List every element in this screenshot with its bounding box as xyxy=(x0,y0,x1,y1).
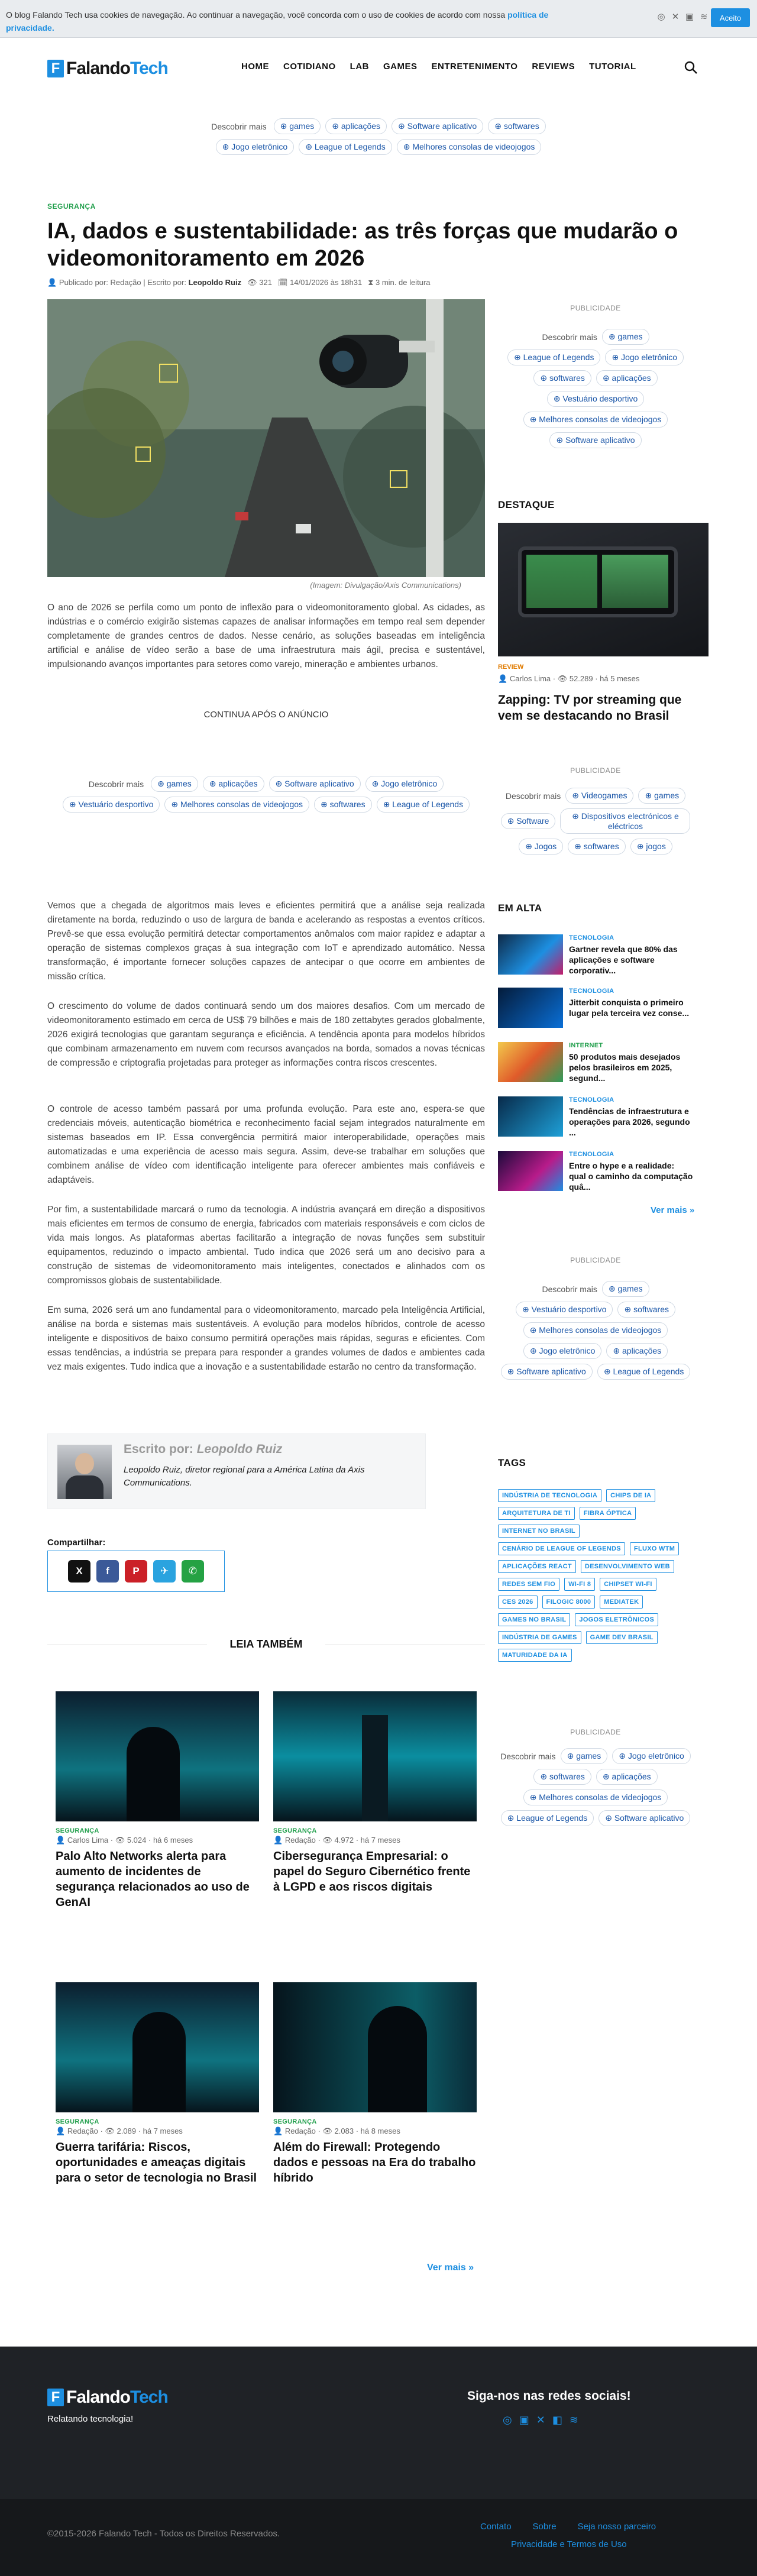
discover-label: Descobrir mais xyxy=(211,121,267,131)
destaque-image[interactable] xyxy=(498,523,709,656)
card-title[interactable]: Cibersegurança Empresarial: o papel do Seguro Cibernético frente à LGPD e aos riscos digitais xyxy=(273,1850,471,1894)
share-telegram-icon[interactable]: ✈ xyxy=(153,1560,176,1583)
discover-pill[interactable]: ⊕ League of Legends xyxy=(299,139,392,155)
privacy-link[interactable]: política de privacidade. xyxy=(6,10,549,33)
discover-sidebar-4 xyxy=(498,1748,693,1826)
trending-title[interactable]: Tendências de infraestrutura e operações para 2026, segundo ... xyxy=(569,1106,690,1137)
x-icon[interactable]: ✕ xyxy=(671,12,680,22)
related-card-image[interactable] xyxy=(56,1691,259,1821)
discover-pill[interactable]: ⊕ softwares xyxy=(568,839,626,855)
destaque-heading: DESTAQUE xyxy=(498,499,555,510)
meta-date: 🗓 14/01/2026 às 18h31 xyxy=(277,278,363,287)
discover-mid xyxy=(59,776,473,813)
tag-link[interactable]: INDÚSTRIA DE GAMES xyxy=(498,1631,581,1644)
copyright: ©2015-2026 Falando Tech - Todos os Direitos Reservados. xyxy=(47,2529,280,2539)
related-more-link[interactable]: Ver mais » xyxy=(427,2263,474,2273)
footer-bottom xyxy=(0,2499,757,2576)
share-x-icon[interactable]: X xyxy=(68,1560,90,1583)
ad-label: PUBLICIDADE xyxy=(570,766,621,775)
discover-top xyxy=(172,118,585,155)
footer-link-sobre[interactable]: Sobre xyxy=(532,2522,557,2532)
tag-link[interactable]: CHIPS DE IA xyxy=(606,1489,655,1502)
card-title[interactable]: Guerra tarifária: Riscos, oportunidades e ameaças digitais para o setor de tecnologia no Brasil xyxy=(56,2141,257,2185)
trending-thumbnail[interactable] xyxy=(498,934,563,975)
meta-views: 👁 321 xyxy=(247,278,272,287)
discover-pill[interactable]: ⊕ softwares xyxy=(533,1769,591,1785)
related-card-image[interactable] xyxy=(273,1982,477,2112)
discover-pill[interactable]: ⊕ games xyxy=(638,788,685,804)
discover-pill[interactable]: ⊕ Software aplicativo xyxy=(549,432,641,448)
discover-sidebar-3 xyxy=(498,1281,693,1380)
discover-pill[interactable]: ⊕ Videogames xyxy=(565,788,633,804)
trending-category[interactable]: TECNOLOGIA xyxy=(569,988,614,995)
nav-games[interactable]: GAMES xyxy=(383,62,418,72)
footer-links xyxy=(480,2522,656,2532)
meta-read-time: ⧗ 3 min. de leitura xyxy=(368,278,431,287)
article-paragraph: O crescimento do volume de dados continuará sendo um dos maiores desafios. Com um mercado de videomonitoramento estimado em cerca de US$ 79 bilhões e mais de 180 zettabytes gerados globalmente, 2026 exigirá tecnologias que garantam segurança e eficiência. A tendência aponta para modelos híbridos que combinam armazenamento em nuvem com recursos avançados na borda, somados a novas técnicas de compressão e criptografia projetadas para proteger as informações contra riscos crescentes. xyxy=(47,1001,485,1068)
discover-pill[interactable]: ⊕ Jogo eletrônico xyxy=(523,1343,602,1359)
discover-pill[interactable]: ⊕ Vestuário desportivo xyxy=(63,797,160,813)
footer-link-privacidade[interactable]: Privacidade e Termos de Uso xyxy=(511,2539,627,2549)
ad-label: PUBLICIDADE xyxy=(570,304,621,312)
discover-pill[interactable]: ⊕ games xyxy=(274,118,321,134)
discover-label: Descobrir mais xyxy=(542,332,597,342)
discover-pill[interactable]: ⊕ Melhores consolas de videojogos xyxy=(523,412,668,428)
rss-icon[interactable]: ≋ xyxy=(569,2414,578,2426)
share-whatsapp-icon[interactable]: ✆ xyxy=(182,1560,204,1583)
accept-cookies-button[interactable]: Aceito xyxy=(711,8,750,27)
discover-label: Descobrir mais xyxy=(88,779,144,789)
nav-entretenimento[interactable]: ENTRETENIMENTO xyxy=(431,62,518,72)
tags-heading: TAGS xyxy=(498,1457,526,1468)
discover-sidebar-1 xyxy=(498,329,693,448)
discover-pill[interactable]: ⊕ Jogo eletrônico xyxy=(216,139,295,155)
trending-category[interactable]: INTERNET xyxy=(569,1042,603,1049)
ad-label: PUBLICIDADE xyxy=(570,1728,621,1736)
discover-pill[interactable]: ⊕ Vestuário desportivo xyxy=(547,391,644,407)
discover-pill[interactable]: ⊕ games xyxy=(151,776,198,792)
tag-link[interactable]: FLUXO WTM xyxy=(630,1542,679,1555)
logo-mark: F xyxy=(47,60,64,77)
discover-pill[interactable]: ⊕ League of Legends xyxy=(507,349,601,365)
nav-cotidiano[interactable]: COTIDIANO xyxy=(283,62,336,72)
article-paragraph: Vemos que a chegada de algoritmos mais leves e eficientes permitirá que a análise seja realizada diretamente na borda, reduzindo o uso de largura de banda e acelerando as respostas a eventos críticos. Prevê-se que essa evolução permitirá detectar comportamentos anômalos com maior rapidez e adaptar a operação de sistemas complexos graças à sua integração com IoT e aprendizado automático. Nessa transformação, é importante fornecer soluções capazes de antecipar o que ocorre em ambientes de missão crítica. xyxy=(47,901,485,982)
trending-item[interactable] xyxy=(498,1096,693,1138)
article-paragraph: Por fim, a sustentabilidade marcará o rumo da tecnologia. A indústria avançará em direção a dispositivos mais eficientes em termos de consumo de energia, fabricados com materiais responsáveis e com ciclos de vida mais longos. As plataformas abertas facilitarão a integração de novas funções sem substituir equipamentos, reduzindo o impacto ambiental. Tudo indica que 2026 será um ano decisivo para a construção de sistemas de videomonitoramento mais inteligentes, conectados e alinhados com os compromissos globais de sustentabilidade. xyxy=(47,1205,485,1286)
card-meta: 👤 Carlos Lima · 👁 5.024 · há 6 meses xyxy=(56,1836,193,1844)
tag-link[interactable]: MEDIATEK xyxy=(600,1596,643,1609)
article-paragraph: Em suma, 2026 será um ano fundamental para o videomonitoramento, marcado pela Inteligência Artificial, análise na borda e sistemas mais sustentáveis. A evolução para modelos híbridos, controle de acesso inteligente e dispositivos de baixo consumo permitirá operações mais rápidas, seguras e eficientes. Com essas tendências, a indústria se prepara para responder a grandes volumes de dados e ambientes cada vez mais exigentes. Tudo indica que a inovação e a sustentabilidade estarão no centro da transformação. xyxy=(47,1305,485,1372)
rss-icon[interactable]: ≋ xyxy=(700,12,708,22)
discover-pill[interactable]: ⊕ aplicações xyxy=(596,370,658,386)
instagram-icon[interactable]: ◎ xyxy=(657,12,665,22)
tag-link[interactable]: CENÁRIO DE LEAGUE OF LEGENDS xyxy=(498,1542,625,1555)
related-card[interactable] xyxy=(56,1691,259,1910)
discover-pill[interactable]: ⊕ Software aplicativo xyxy=(392,118,483,134)
card-category[interactable]: SEGURANÇA xyxy=(273,1827,317,1834)
discover-pill[interactable]: ⊕ Melhores consolas de videojogos xyxy=(164,797,309,813)
tag-link[interactable]: APLICAÇÕES REACT xyxy=(498,1560,576,1573)
search-icon[interactable] xyxy=(684,60,698,75)
tag-link[interactable]: REDES SEM FIO xyxy=(498,1578,559,1591)
hero-image xyxy=(47,299,485,577)
footer-tagline: Relatando tecnologia! xyxy=(47,2414,134,2424)
author-avatar xyxy=(57,1445,112,1499)
related-card-image[interactable] xyxy=(273,1691,477,1821)
discover-pill[interactable]: ⊕ Vestuário desportivo xyxy=(516,1302,613,1318)
em-alta-heading: EM ALTA xyxy=(498,902,542,914)
trending-category[interactable]: TECNOLOGIA xyxy=(569,934,614,941)
facebook-icon[interactable]: ▣ xyxy=(685,12,694,22)
site-logo[interactable] xyxy=(47,57,168,80)
discover-pill[interactable]: ⊕ League of Legends xyxy=(501,1810,594,1826)
related-card[interactable] xyxy=(273,1691,477,1895)
tag-link[interactable]: GAMES NO BRASIL xyxy=(498,1613,570,1626)
discover-pill[interactable]: ⊕ aplicações xyxy=(325,118,387,134)
trending-title[interactable]: Gartner revela que 80% das aplicações e software corporativ... xyxy=(569,944,678,975)
related-heading: LEIA TAMBÉM xyxy=(47,1638,485,1651)
nav-lab[interactable]: LAB xyxy=(350,62,369,72)
card-meta: 👤 Redação · 👁 4.972 · há 7 meses xyxy=(273,1836,400,1844)
destaque-title[interactable]: Zapping: TV por streaming que vem se destacando no Brasil xyxy=(498,693,682,723)
discover-pill[interactable]: ⊕ Software aplicativo xyxy=(269,776,361,792)
footer-follow-heading: Siga-nos nas redes sociais! xyxy=(467,2389,631,2403)
image-caption: (Imagem: Divulgação/Axis Communications) xyxy=(310,581,461,590)
trending-item[interactable] xyxy=(498,934,693,976)
cookie-text: O blog Falando Tech usa cookies de navegação. Ao continuar a navegação, você concorda com o uso de cookies de acordo com nossa política de privacidade. xyxy=(6,10,549,33)
destaque-category[interactable]: REVIEW xyxy=(498,664,524,671)
meta-publisher: 👤 Publicado por: Redação | Escrito por: Leopoldo Ruiz xyxy=(47,278,242,287)
tag-link[interactable]: INDÚSTRIA DE TECNOLOGIA xyxy=(498,1489,601,1502)
discover-pill[interactable]: ⊕ Jogos xyxy=(519,839,563,855)
discover-pill[interactable]: ⊕ Jogo eletrônico xyxy=(365,776,444,792)
trending-title[interactable]: 50 produtos mais desejados pelos brasileiros em 2025, segund... xyxy=(569,1052,681,1083)
trending-item[interactable] xyxy=(498,1151,693,1192)
discover-pill[interactable]: ⊕ aplicações xyxy=(203,776,264,792)
destaque-meta: 👤 Carlos Lima · 👁 52.289 · há 5 meses xyxy=(498,674,640,683)
author-heading: Escrito por: Leopoldo Ruiz xyxy=(124,1442,283,1456)
tag-link[interactable]: WI-FI 8 xyxy=(564,1578,595,1591)
discover-pill[interactable]: ⊕ softwares xyxy=(533,370,591,386)
related-card[interactable] xyxy=(273,1982,477,2186)
trending-category[interactable]: TECNOLOGIA xyxy=(569,1096,614,1103)
discover-pill[interactable]: ⊕ softwares xyxy=(488,118,546,134)
related-card-image[interactable] xyxy=(56,1982,259,2112)
author-box xyxy=(47,1433,426,1509)
trending-item[interactable] xyxy=(498,988,693,1028)
ad-notice: CONTINUA APÓS O ANÚNCIO xyxy=(203,710,329,720)
tag-link[interactable]: FILOGIC 8000 xyxy=(542,1596,596,1609)
nav-tutorial[interactable]: TUTORIAL xyxy=(589,62,636,72)
footer-main xyxy=(0,2347,757,2499)
discover-pill[interactable]: ⊕ League of Legends xyxy=(597,1364,691,1380)
discover-pill[interactable]: ⊕ Melhores consolas de videojogos xyxy=(523,1322,668,1338)
discover-pill[interactable]: ⊕ League of Legends xyxy=(377,797,470,813)
footer-link-contato[interactable]: Contato xyxy=(480,2522,512,2532)
discover-label: Descobrir mais xyxy=(505,791,561,801)
author-bio: Leopoldo Ruiz, diretor regional para a América Latina da Axis Communications. xyxy=(124,1465,365,1488)
related-card[interactable] xyxy=(56,1982,259,2186)
article-paragraph: O controle de acesso também passará por uma profunda evolução. Para este ano, espera-se que credenciais móveis, autenticação biométrica e reconhecimento facial sejam integrados naturalmente em sistemas baseados em IP. Essa convergência permitirá maior interoperabilidade, operações mais automatizadas e uma experiência de acesso mais segura. Assim, deve-se trabalhar em soluções que combinem análise de vídeo com identificação inteligente para oferecer ambientes mais confiáveis e adaptáveis. xyxy=(47,1104,485,1185)
x-icon[interactable]: ✕ xyxy=(536,2414,545,2426)
footer-social xyxy=(503,2414,578,2426)
discover-pill[interactable]: ⊕ Dispositivos electrónicos e eléctricos xyxy=(560,808,690,834)
ad-label: PUBLICIDADE xyxy=(570,1256,621,1264)
card-title[interactable]: Palo Alto Networks alerta para aumento de incidentes de segurança relacionados ao uso de GenAI xyxy=(56,1850,250,1909)
logo-text: FalandoTech xyxy=(66,59,168,78)
flipboard-icon[interactable]: ◧ xyxy=(552,2414,562,2426)
tag-link[interactable]: CHIPSET WI-FI xyxy=(600,1578,656,1591)
discover-pill[interactable]: ⊕ Software xyxy=(501,813,556,829)
discover-pill[interactable]: ⊕ Software aplicativo xyxy=(599,1810,690,1826)
trending-item[interactable] xyxy=(498,1042,693,1083)
article-category[interactable]: SEGURANÇA xyxy=(47,202,96,211)
tag-link[interactable]: JOGOS ELETRÔNICOS xyxy=(575,1613,658,1626)
article-meta xyxy=(47,278,430,287)
trending-thumbnail[interactable] xyxy=(498,1096,563,1137)
discover-pill[interactable]: ⊕ Melhores consolas de videojogos xyxy=(397,139,542,155)
tag-link[interactable]: INTERNET NO BRASIL xyxy=(498,1525,580,1538)
discover-label: Descobrir mais xyxy=(542,1284,597,1294)
tag-link[interactable]: MATURIDADE DA IA xyxy=(498,1649,572,1662)
discover-pill[interactable]: ⊕ Jogo eletrônico xyxy=(605,349,684,365)
discover-sidebar-2 xyxy=(498,788,693,855)
share-label: Compartilhar: xyxy=(47,1538,106,1548)
discover-pill[interactable]: ⊕ Jogo eletrônico xyxy=(612,1748,691,1764)
footer-logo[interactable] xyxy=(47,2386,168,2409)
discover-pill[interactable]: ⊕ softwares xyxy=(617,1302,675,1318)
main-nav xyxy=(241,62,636,72)
discover-pill[interactable]: ⊕ aplicações xyxy=(606,1343,668,1359)
tag-link[interactable]: FIBRA ÓPTICA xyxy=(580,1507,636,1520)
card-category[interactable]: SEGURANÇA xyxy=(56,1827,99,1834)
cookie-banner xyxy=(0,0,757,38)
tag-link[interactable]: GAME DEV BRASIL xyxy=(586,1631,658,1644)
article-paragraph: O ano de 2026 se perfila como um ponto de inflexão para o videomonitoramento global. As cidades, as indústrias e o comércio exigirão sistemas capazes de analisar informações em tempo real sem depender completamente de grandes centros de dados. Nesse cenário, as soluções baseadas em inteligência artificial e análise de vídeo serão a base de uma infraestrutura mais ágil, precisa e sustentável, impulsionando avanços importantes para setores como varejo, mineração e ambientes urbanos. xyxy=(47,603,485,669)
site-header xyxy=(0,38,757,91)
card-category[interactable]: SEGURANÇA xyxy=(56,2118,99,2125)
trending-more-link[interactable]: Ver mais » xyxy=(651,1205,695,1215)
tag-link[interactable]: ARQUITETURA DE TI xyxy=(498,1507,575,1520)
trending-thumbnail[interactable] xyxy=(498,1151,563,1191)
share-pinterest-icon[interactable]: P xyxy=(125,1560,147,1583)
facebook-icon[interactable]: ▣ xyxy=(519,2414,529,2426)
card-meta: 👤 Redação · 👁 2.083 · há 8 meses xyxy=(273,2127,400,2135)
discover-label: Descobrir mais xyxy=(500,1751,556,1761)
discover-pill[interactable]: ⊕ games xyxy=(602,329,649,345)
card-meta: 👤 Redação · 👁 2.089 · há 7 meses xyxy=(56,2127,183,2135)
trending-thumbnail[interactable] xyxy=(498,1042,563,1082)
trending-category[interactable]: TECNOLOGIA xyxy=(569,1151,614,1158)
discover-pill[interactable]: ⊕ games xyxy=(561,1748,608,1764)
footer-link-parceiro[interactable]: Seja nosso parceiro xyxy=(577,2522,656,2532)
trending-thumbnail[interactable] xyxy=(498,988,563,1028)
discover-pill[interactable]: ⊕ jogos xyxy=(630,839,672,855)
trending-title[interactable]: Jitterbit conquista o primeiro lugar pela terceira vez conse... xyxy=(569,998,690,1018)
discover-pill[interactable]: ⊕ aplicações xyxy=(596,1769,658,1785)
nav-reviews[interactable]: REVIEWS xyxy=(532,62,575,72)
discover-pill[interactable]: ⊕ games xyxy=(602,1281,649,1297)
article-title: IA, dados e sustentabilidade: as três forças que mudarão o videomonitoramento em 2026 xyxy=(47,219,678,271)
logo-text: FalandoTech xyxy=(66,2387,168,2407)
instagram-icon[interactable]: ◎ xyxy=(503,2414,512,2426)
discover-pill[interactable]: ⊕ Melhores consolas de videojogos xyxy=(523,1789,668,1805)
card-title[interactable]: Além do Firewall: Protegendo dados e pessoas na Era do trabalho híbrido xyxy=(273,2141,476,2185)
share-facebook-icon[interactable]: f xyxy=(96,1560,119,1583)
tag-link[interactable]: CES 2026 xyxy=(498,1596,538,1609)
trending-title[interactable]: Entre o hype e a realidade: qual o caminho da computação quâ... xyxy=(569,1161,693,1192)
tag-link[interactable]: DESENVOLVIMENTO WEB xyxy=(581,1560,674,1573)
share-buttons xyxy=(47,1551,225,1592)
discover-pill[interactable]: ⊕ softwares xyxy=(314,797,372,813)
card-category[interactable]: SEGURANÇA xyxy=(273,2118,317,2125)
logo-mark: F xyxy=(47,2389,64,2406)
discover-pill[interactable]: ⊕ Software aplicativo xyxy=(501,1364,593,1380)
tag-cloud xyxy=(498,1489,693,1662)
nav-home[interactable]: HOME xyxy=(241,62,269,72)
